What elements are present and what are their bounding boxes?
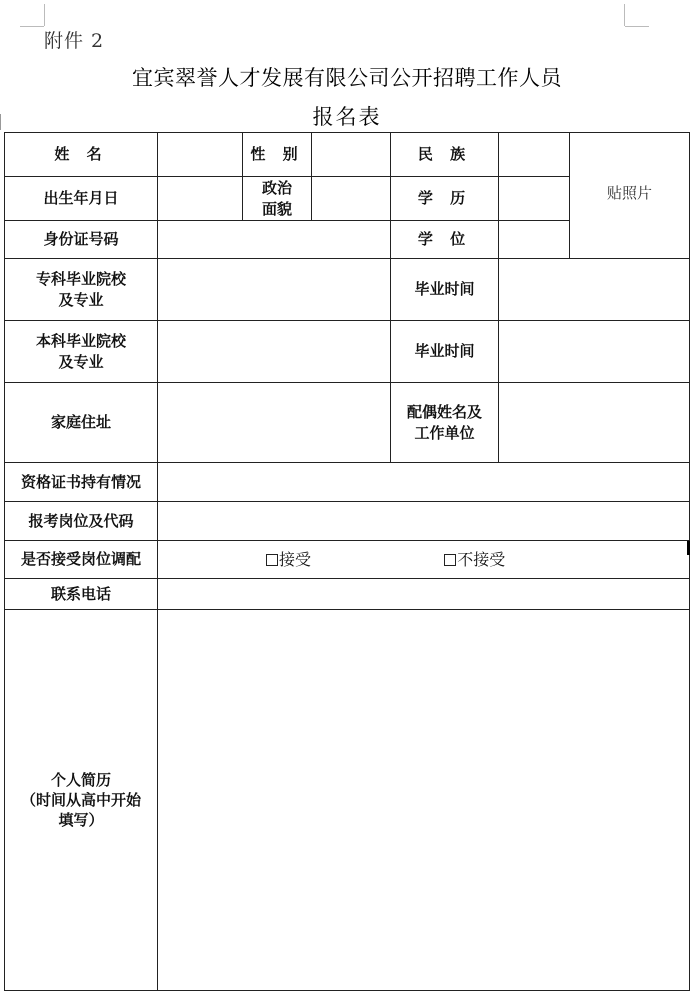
row-certificate bbox=[5, 463, 690, 502]
accept-checkbox[interactable] bbox=[266, 554, 278, 566]
crop-mark-top-right-horizontal bbox=[625, 26, 649, 27]
reject-option[interactable]: 不接受 bbox=[444, 549, 505, 571]
attachment-label: 附件 2 bbox=[44, 30, 105, 52]
college-grad-time-label: 毕业时间 bbox=[391, 259, 499, 321]
bachelor-grad-time-label: 毕业时间 bbox=[391, 321, 499, 383]
certificate-label: 资格证书持有情况 bbox=[5, 463, 158, 502]
position-label: 报考岗位及代码 bbox=[5, 502, 158, 541]
registration-form-table bbox=[4, 132, 690, 991]
spouse-label: 配偶姓名及 工作单位 bbox=[391, 383, 499, 463]
bachelor-field[interactable] bbox=[158, 321, 391, 383]
gender-label: 性 别 bbox=[243, 133, 312, 177]
crop-mark-top-left-vertical bbox=[44, 4, 45, 26]
row-position bbox=[5, 502, 690, 541]
row-address bbox=[5, 383, 690, 463]
degree-label: 学 位 bbox=[391, 221, 499, 259]
crop-mark-top-right-vertical bbox=[624, 4, 625, 26]
education-field[interactable] bbox=[499, 177, 570, 221]
ethnicity-label: 民 族 bbox=[391, 133, 499, 177]
adjust-label: 是否接受岗位调配 bbox=[5, 541, 158, 579]
margin-marker bbox=[687, 541, 690, 555]
row-phone bbox=[5, 579, 690, 610]
political-field[interactable] bbox=[312, 177, 391, 221]
row-adjust bbox=[5, 541, 690, 579]
address-label: 家庭住址 bbox=[5, 383, 158, 463]
row-college bbox=[5, 259, 690, 321]
certificate-field[interactable] bbox=[158, 463, 690, 502]
id-field[interactable] bbox=[158, 221, 391, 259]
birth-field[interactable] bbox=[158, 177, 243, 221]
reject-checkbox[interactable] bbox=[444, 554, 456, 566]
photo-area[interactable] bbox=[570, 133, 690, 259]
phone-field[interactable] bbox=[158, 579, 690, 610]
adjust-options bbox=[158, 541, 690, 579]
document-title: 宜宾翠誉人才发展有限公司公开招聘工作人员 bbox=[132, 66, 562, 90]
bachelor-grad-time-field[interactable] bbox=[499, 321, 690, 383]
college-field[interactable] bbox=[158, 259, 391, 321]
id-label: 身份证号码 bbox=[5, 221, 158, 259]
crop-mark-top-left-horizontal bbox=[20, 26, 44, 27]
political-label: 政治 面貌 bbox=[243, 177, 312, 221]
education-label: 学 历 bbox=[391, 177, 499, 221]
row-bachelor bbox=[5, 321, 690, 383]
ethnicity-field[interactable] bbox=[499, 133, 570, 177]
bachelor-label: 本科毕业院校 及专业 bbox=[5, 321, 158, 383]
phone-label: 联系电话 bbox=[5, 579, 158, 610]
address-field[interactable] bbox=[158, 383, 391, 463]
accept-option[interactable]: 接受 bbox=[266, 549, 311, 571]
name-field[interactable] bbox=[158, 133, 243, 177]
college-label: 专科毕业院校 及专业 bbox=[5, 259, 158, 321]
resume-field[interactable] bbox=[158, 610, 690, 991]
resume-label: 个人简历 （时间从高中开始 填写） bbox=[5, 610, 158, 991]
row-name bbox=[5, 133, 690, 177]
position-field[interactable] bbox=[158, 502, 690, 541]
birth-label: 出生年月日 bbox=[5, 177, 158, 221]
row-resume bbox=[5, 610, 690, 991]
college-grad-time-field[interactable] bbox=[499, 259, 690, 321]
gender-field[interactable] bbox=[312, 133, 391, 177]
document-subtitle: 报名表 bbox=[312, 105, 382, 129]
photo-label: 贴照片 bbox=[606, 184, 652, 203]
spouse-field[interactable] bbox=[499, 383, 690, 463]
name-label: 姓 名 bbox=[5, 133, 158, 177]
degree-field[interactable] bbox=[499, 221, 570, 259]
